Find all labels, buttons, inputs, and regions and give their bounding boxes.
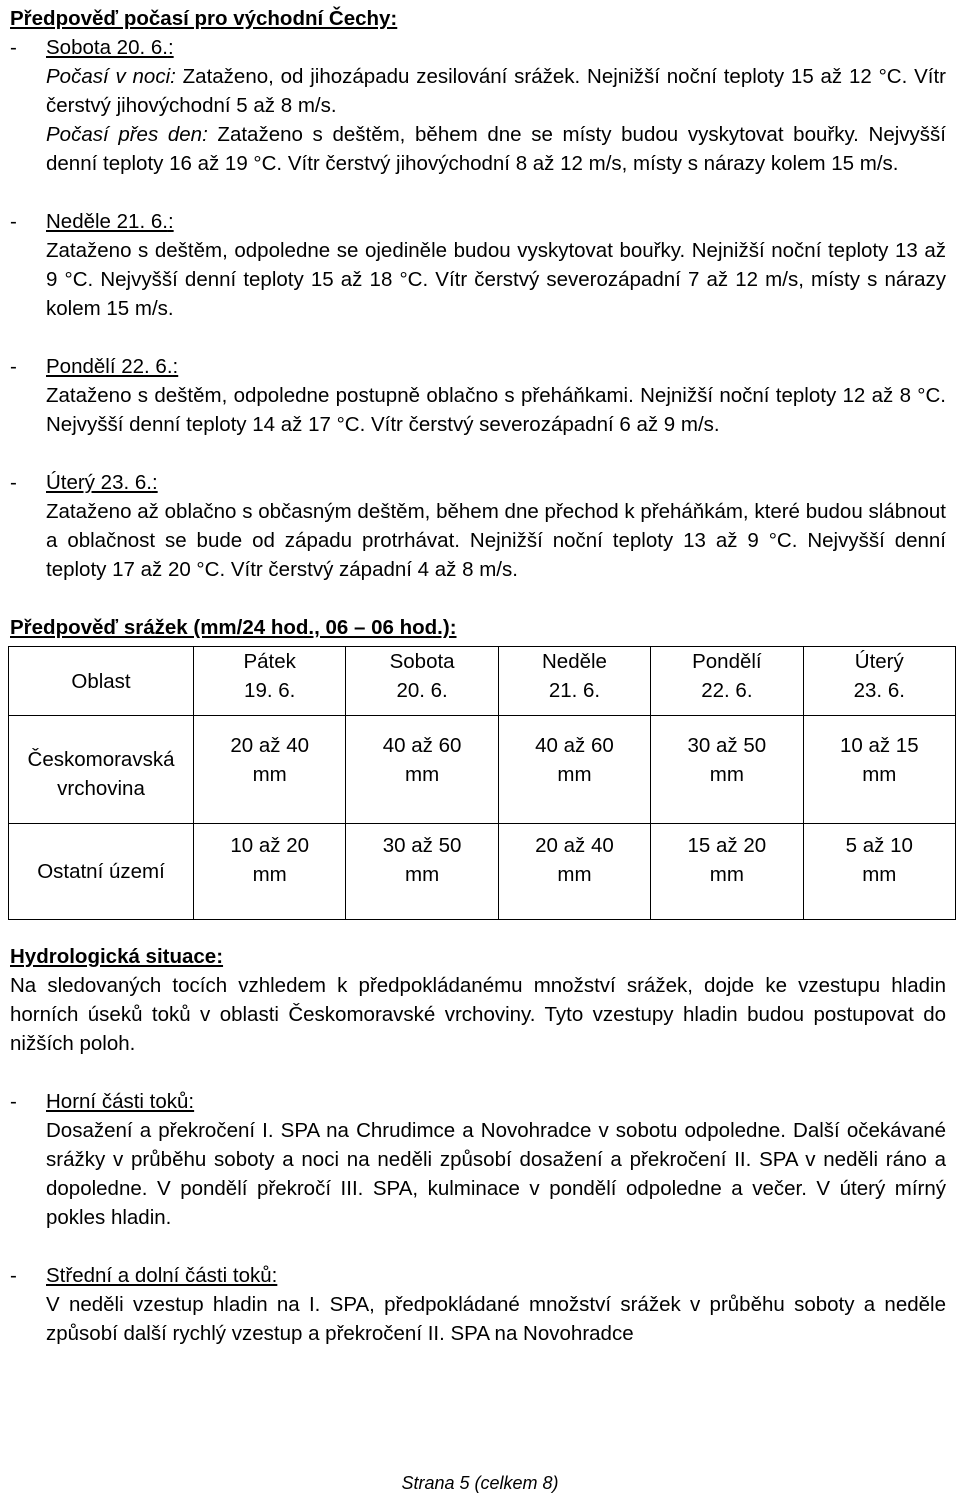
hydro-heading: Hydrologická situace:	[10, 945, 224, 968]
day-label: Sobota 20. 6.:	[46, 36, 174, 59]
region-cell: Českomoravská vrchovina	[9, 716, 194, 824]
section-label: Střední a dolní části toků:	[46, 1264, 278, 1287]
section-text: Dosažení a překročení I. SPA na Chrudimce a Novohradce v sobotu odpoledne. Další očekávané srážky v průběhu soboty a noci na neděli způsobí dosažení a překročení II. SPA v neděli ráno a dopoledne. V pondělí překročí III. SPA, kulminace v pondělí odpoledne a večer. V úterý mírný pokles hladin.	[46, 1119, 946, 1229]
region-cell: Ostatní území	[9, 824, 194, 920]
header-day: Pondělí 22. 6.	[651, 647, 803, 716]
header-day: Úterý 23. 6.	[803, 647, 955, 716]
page-footer: Strana 5 (celkem 8)	[401, 1473, 559, 1493]
value-cell: 40 až 60 mm	[346, 716, 498, 824]
hydro-intro: Na sledovaných tocích vzhledem k předpokládanému množství srážek, dojde ke vzestupu hladin horních úseků toků v oblasti Českomoravské vrchoviny. Tyto vzestupy hladin budou postupovat do nižších poloh.	[10, 974, 946, 1055]
hydro-section-lower: - Střední a dolní části toků: V neděli vzestup hladin na I. SPA, předpokládané množství srážek v průběhu soboty a neděle způsobí další rychlý vzestup a překročení II. SPA na Novohradce	[10, 1261, 946, 1348]
header-day: Sobota 20. 6.	[346, 647, 498, 716]
value-cell: 5 až 10 mm	[803, 824, 955, 920]
day-text: Zataženo s deštěm, odpoledne postupně oblačno s přeháňkami. Nejnižší noční teploty 12 až 8 °C. Nejvyšší denní teploty 14 až 17 °C. Vítr čerstvý severozápadní 6 až 9 m/s.	[46, 384, 946, 436]
table-row	[9, 824, 956, 920]
value-cell: 10 až 20 mm	[194, 824, 346, 920]
header-day: Neděle 21. 6.	[498, 647, 650, 716]
precip-heading: Předpověď srážek (mm/24 hod., 06 – 06 hod.):	[10, 616, 457, 639]
value-cell: 40 až 60 mm	[498, 716, 650, 824]
value-cell: 20 až 40 mm	[498, 824, 650, 920]
weather-heading: Předpověď počasí pro východní Čechy:	[10, 7, 398, 30]
table-row	[9, 716, 956, 824]
day-saturday: - Sobota 20. 6.: Počasí v noci: Zataženo, od jihozápadu zesilování srážek. Nejnižší noční teploty 15 až 12 °C. Vítr čerstvý jihovýchodní 5 až 8 m/s. Počasí přes den: Zataženo s deštěm, během dne se místy budou vyskytovat bouřky. Nejvyšší denní teploty 16 až 19 °C. Vítr čerstvý jihovýchodní 8 až 12 m/s, místy s nárazy kolem 15 m/s.	[10, 33, 946, 178]
day-sunday: - Neděle 21. 6.: Zataženo s deštěm, odpoledne se ojediněle budou vyskytovat bouřky. Nejnižší noční teploty 13 až 9 °C. Nejvyšší denní teploty 15 až 18 °C. Vítr čerstvý severozápadní 7 až 12 m/s, místy s nárazy kolem 15 m/s.	[10, 207, 946, 323]
value-cell: 20 až 40 mm	[194, 716, 346, 824]
day-monday: - Pondělí 22. 6.: Zataženo s deštěm, odpoledne postupně oblačno s přeháňkami. Nejnižší noční teploty 12 až 8 °C. Nejvyšší denní teploty 14 až 17 °C. Vítr čerstvý severozápadní 6 až 9 m/s.	[10, 352, 946, 439]
value-cell: 10 až 15 mm	[803, 716, 955, 824]
day-text: Zataženo s deštěm, odpoledne se ojediněle budou vyskytovat bouřky. Nejnižší noční teploty 13 až 9 °C. Nejvyšší denní teploty 15 až 18 °C. Vítr čerstvý severozápadní 7 až 12 m/s, místy s nárazy kolem 15 m/s.	[46, 239, 946, 320]
day-text: Zataženo až oblačno s občasným deštěm, během dne přechod k přeháňkám, které budou slábnout a oblačnost se bude od západu protrhávat. Nejnižší noční teploty 13 až 9 °C. Nejvyšší denní teploty 17 až 20 °C. Vítr čerstvý západní 4 až 8 m/s.	[46, 500, 946, 581]
document-page	[10, 4, 946, 1348]
day-label: Úterý 23. 6.:	[46, 471, 158, 494]
value-cell: 15 až 20 mm	[651, 824, 803, 920]
section-label: Horní části toků:	[46, 1090, 195, 1113]
day-label: Pondělí 22. 6.:	[46, 355, 179, 378]
header-day: Pátek 19. 6.	[194, 647, 346, 716]
day-label: Neděle 21. 6.:	[46, 210, 174, 233]
day-text: Počasí v noci: Zataženo, od jihozápadu zesilování srážek. Nejnižší noční teploty 15 až 12 °C. Vítr čerstvý jihovýchodní 5 až 8 m/s.	[46, 65, 946, 117]
day-text: Počasí přes den: Zataženo s deštěm, během dne se místy budou vyskytovat bouřky. Nejvyšší denní teploty 16 až 19 °C. Vítr čerstvý jihovýchodní 8 až 12 m/s, místy s nárazy kolem 15 m/s.	[46, 123, 946, 175]
precip-table	[8, 646, 956, 920]
day-tuesday: - Úterý 23. 6.: Zataženo až oblačno s občasným deštěm, během dne přechod k přeháňkám, které budou slábnout a oblačnost se bude od západu protrhávat. Nejnižší noční teploty 13 až 9 °C. Nejvyšší denní teploty 17 až 20 °C. Vítr čerstvý západní 4 až 8 m/s.	[10, 468, 946, 584]
table-header-row	[9, 647, 956, 716]
value-cell: 30 až 50 mm	[346, 824, 498, 920]
hydro-section-upper: - Horní části toků: Dosažení a překročení I. SPA na Chrudimce a Novohradce v sobotu odpoledne. Další očekávané srážky v průběhu soboty a noci na neděli způsobí dosažení a překročení II. SPA v neděli ráno a dopoledne. V pondělí překročí III. SPA, kulminace v pondělí odpoledne a večer. V úterý mírný pokles hladin.	[10, 1087, 946, 1232]
header-region: Oblast	[9, 647, 194, 716]
section-text: V neděli vzestup hladin na I. SPA, předpokládané množství srážek v průběhu soboty a neděle způsobí další rychlý vzestup a překročení II. SPA na Novohradce	[46, 1293, 946, 1345]
value-cell: 30 až 50 mm	[651, 716, 803, 824]
